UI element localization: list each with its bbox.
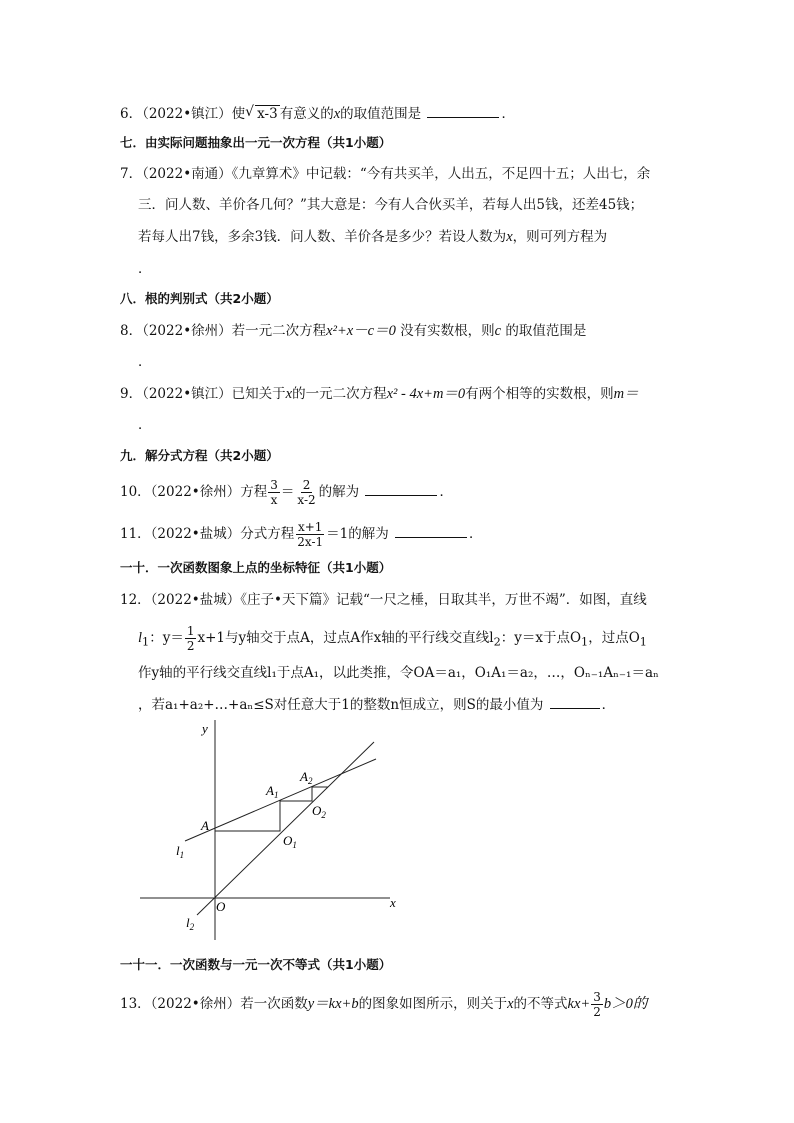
fraction-x1-over-2x-1	[295, 520, 325, 549]
fraction-3-over-x	[268, 478, 280, 507]
section-heading-7: 七．由实际问题抽象出一元一次方程（共1小题）	[120, 135, 392, 150]
numerator: 3	[593, 990, 601, 1004]
text: 9．（2022•镇江）已知关于	[120, 386, 286, 402]
period: ．	[439, 484, 453, 500]
question-7-line-1: 7．（2022•南通）《九章算术》中记载：“今有共买羊，人出五，不足四十五；人出七，余	[120, 166, 651, 182]
question-number: 6．	[120, 106, 143, 122]
question-12-line-4	[138, 694, 615, 715]
label-letter: l	[186, 915, 190, 930]
equals: ＝	[280, 484, 295, 500]
subscript: 1	[639, 635, 647, 649]
period: ．	[601, 697, 616, 713]
section-heading-9: 九．解分式方程（共2小题）	[120, 448, 279, 463]
text: ：y＝	[149, 630, 184, 646]
label-O: O	[216, 899, 226, 914]
label-subscript: 2	[321, 810, 326, 820]
text: 11．（2022•盐城）分式方程	[120, 526, 295, 542]
question-8-end: ．	[138, 354, 152, 370]
question-10	[120, 478, 453, 507]
denominator: 2	[593, 1005, 601, 1019]
equation: x²+x－c＝0	[326, 323, 396, 339]
var-x: x	[506, 229, 513, 245]
text: 使	[231, 106, 246, 122]
label-letter: O	[283, 833, 293, 848]
label-letter: A	[300, 769, 308, 784]
label-letter: A	[266, 783, 274, 798]
text: 13．（2022•徐州）若一次函数	[120, 996, 308, 1012]
text: ＝1的解为	[326, 526, 389, 542]
answer-blank[interactable]	[550, 694, 600, 709]
text: 的一元二次方程	[292, 386, 387, 402]
fraction-2-over-x-2	[295, 478, 317, 507]
label-y: y	[202, 721, 208, 736]
answer-blank[interactable]	[427, 103, 499, 118]
text: ，则可列方程为	[512, 229, 608, 245]
denominator: x-2	[297, 493, 316, 507]
question-source: （2022•镇江）	[142, 106, 232, 122]
label-subscript: 1	[179, 850, 185, 860]
label-subscript: 1	[292, 840, 297, 850]
answer-blank[interactable]	[395, 523, 467, 538]
var-x: x	[285, 386, 293, 402]
numerator: 1	[186, 624, 195, 638]
period: ．	[469, 526, 483, 542]
subscript: 1	[581, 635, 589, 649]
question-12-line-2	[138, 624, 647, 653]
text: 若每人出7钱，多余3钱．问人数、羊价各是多少？若设人数为	[138, 229, 507, 245]
text: ，若a₁+a₂+…+aₙ≤S对任意大于1的整数n恒成立，则S的最小值为	[138, 697, 544, 713]
label-O2	[312, 803, 326, 820]
subscript: 1	[142, 635, 150, 649]
numerator: 2	[302, 478, 311, 492]
question-7-line-3	[138, 227, 607, 247]
label-subscript: 1	[273, 790, 279, 800]
text: 没有实数根，则	[400, 323, 495, 339]
text: 有意义的	[279, 106, 334, 122]
label-A2	[299, 769, 313, 786]
question-9	[120, 384, 639, 404]
period: ．	[501, 106, 515, 122]
text: 的不等式	[513, 996, 568, 1012]
denominator: 2	[186, 639, 195, 653]
text: 的图象如图所示，则关于	[358, 996, 508, 1012]
text: ，过点O	[588, 630, 640, 646]
label-letter: l	[176, 843, 180, 858]
fraction-one-half	[185, 624, 197, 653]
label-l1	[176, 843, 184, 860]
fraction-three-halves	[591, 990, 603, 1019]
text: 的解为	[318, 484, 360, 500]
text: 10．（2022•徐州）方程	[120, 484, 268, 500]
var-m: m＝	[613, 386, 639, 402]
text: 的取值范围是	[340, 106, 422, 122]
label-subscript: 2	[307, 776, 313, 786]
question-11	[120, 520, 483, 549]
sqrt-expression: √ x-3	[245, 104, 278, 122]
denominator: x	[270, 493, 278, 507]
text: ：y＝x于点O	[500, 630, 582, 646]
label-letter: O	[312, 803, 322, 818]
line-l2	[197, 742, 374, 915]
var-x: x	[333, 106, 341, 122]
numerator: x+1	[297, 520, 323, 534]
subscript: 2	[493, 635, 501, 649]
equation: y＝kx+b	[307, 996, 359, 1012]
question-12-line-3: 作y轴的平行线交直线l₁于点A₁，以此类推，令OA＝a₁，O₁A₁＝a₂，…，Oₙ₋₁Aₙ₋₁＝aₙ	[138, 665, 659, 681]
label-O1	[283, 833, 297, 850]
question-6	[120, 103, 515, 124]
coordinate-figure	[140, 715, 400, 940]
question-7-line-4: ．	[138, 261, 152, 277]
label-subscript: 2	[189, 922, 195, 932]
text: x+1与y轴交于点A，过点A作x轴的平行线交直线l	[197, 630, 494, 646]
section-heading-10: 一十．一次函数图象上点的坐标特征（共1小题）	[120, 560, 392, 575]
denominator: 2x-1	[297, 535, 324, 549]
label-A1	[265, 783, 278, 800]
equation: x² - 4x+m＝0	[386, 386, 466, 402]
var-c: c	[494, 323, 502, 339]
section-heading-11: 一十一．一次函数与一元一次不等式（共1小题）	[120, 957, 392, 972]
numerator: 3	[270, 478, 278, 492]
answer-blank[interactable]	[365, 481, 437, 496]
question-7-line-2: 三．问人数、羊价各几何？”其大意是：今有人合伙买羊，若每人出5钱，还差45钱；	[138, 197, 644, 213]
var-x: x	[507, 996, 514, 1012]
inequality-part: kx+	[567, 996, 591, 1012]
question-9-end: ．	[138, 417, 152, 433]
radicand: x-3	[257, 106, 278, 122]
var-l: l	[138, 630, 143, 646]
label-A: A	[201, 818, 209, 833]
label-x: x	[390, 895, 396, 910]
label-l2	[186, 915, 195, 932]
question-12-line-1: 12．（2022•盐城）《庄子•天下篇》记载“一尺之棰，日取其半，万世不竭”．如图，直线	[120, 592, 647, 608]
question-8	[120, 321, 586, 341]
question-13	[120, 990, 647, 1019]
text: 8．（2022•徐州）若一元二次方程	[120, 323, 327, 339]
text: 有两个相等的实数根，则	[465, 386, 614, 402]
section-heading-8: 八．根的判别式（共2小题）	[120, 291, 279, 306]
text: 的取值范围是	[505, 323, 587, 339]
inequality-part: b＞0的	[603, 996, 648, 1012]
